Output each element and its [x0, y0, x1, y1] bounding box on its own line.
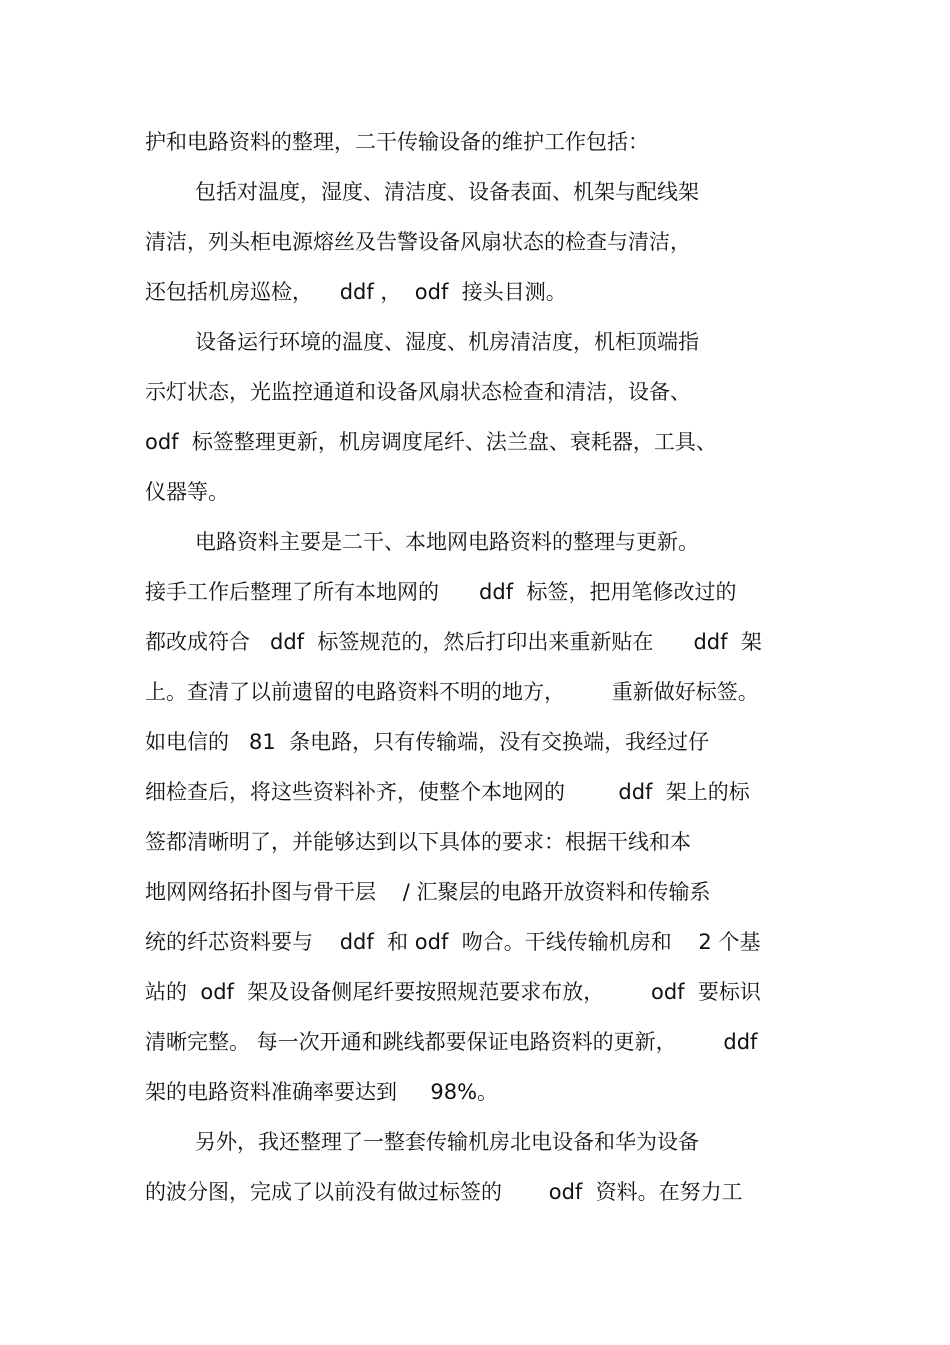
text-line: 签都清晰明了，并能够达到以下具体的要求：根据干线和本 — [145, 830, 691, 854]
text-line: 如电信的 81 条电路，只有传输端，没有交换端，我经过仔 — [145, 730, 710, 754]
text-line: 清洁，列头柜电源熔丝及告警设备风扇状态的检查与清洁， — [145, 230, 691, 254]
text-line: 另外，我还整理了一整套传输机房北电设备和华为设备 — [195, 1130, 699, 1154]
text-line: 接手工作后整理了所有本地网的 ddf 标签，把用笔修改过的 — [145, 580, 737, 604]
text-line: 还包括机房巡检， ddf ， odf 接头目测。 — [145, 280, 567, 304]
text-line: 站的 odf 架及设备侧尾纤要按照规范要求布放， odf 要标识 — [145, 980, 761, 1004]
text-line: 都改成符合 ddf 标签规范的，然后打印出来重新贴在 ddf 架 — [145, 630, 762, 654]
text-line: 统的纤芯资料要与 ddf 和 odf 吻合。干线传输机房和 2 个基 — [145, 930, 761, 954]
text-line: 仪器等。 — [145, 480, 229, 504]
text-line: 电路资料主要是二干、本地网电路资料的整理与更新。 — [195, 530, 699, 554]
text-line: 护和电路资料的整理，二干传输设备的维护工作包括： — [145, 130, 649, 154]
text-line: 包括对温度，湿度、清洁度、设备表面、机架与配线架 — [195, 180, 699, 204]
text-line: odf 标签整理更新，机房调度尾纤、法兰盘、衰耗器，工具、 — [145, 430, 717, 454]
text-line: 清晰完整。 每一次开通和跳线都要保证电路资料的更新， ddf — [145, 1030, 758, 1054]
text-line: 上。查清了以前遗留的电路资料不明的地方， 重新做好标签。 — [145, 680, 759, 704]
text-line: 细检查后，将这些资料补齐，使整个本地网的 ddf 架上的标 — [145, 780, 750, 804]
text-line: 地网网络拓扑图与骨干层 / 汇聚层的电路开放资料和传输系 — [145, 880, 711, 904]
text-line: 架的电路资料准确率要达到 98%。 — [145, 1080, 499, 1104]
text-line: 设备运行环境的温度、湿度、机房清洁度，机柜顶端指 — [195, 330, 699, 354]
text-line: 的波分图，完成了以前没有做过标签的 odf 资料。在努力工 — [145, 1180, 743, 1204]
text-line: 示灯状态，光监控通道和设备风扇状态检查和清洁，设备、 — [145, 380, 691, 404]
